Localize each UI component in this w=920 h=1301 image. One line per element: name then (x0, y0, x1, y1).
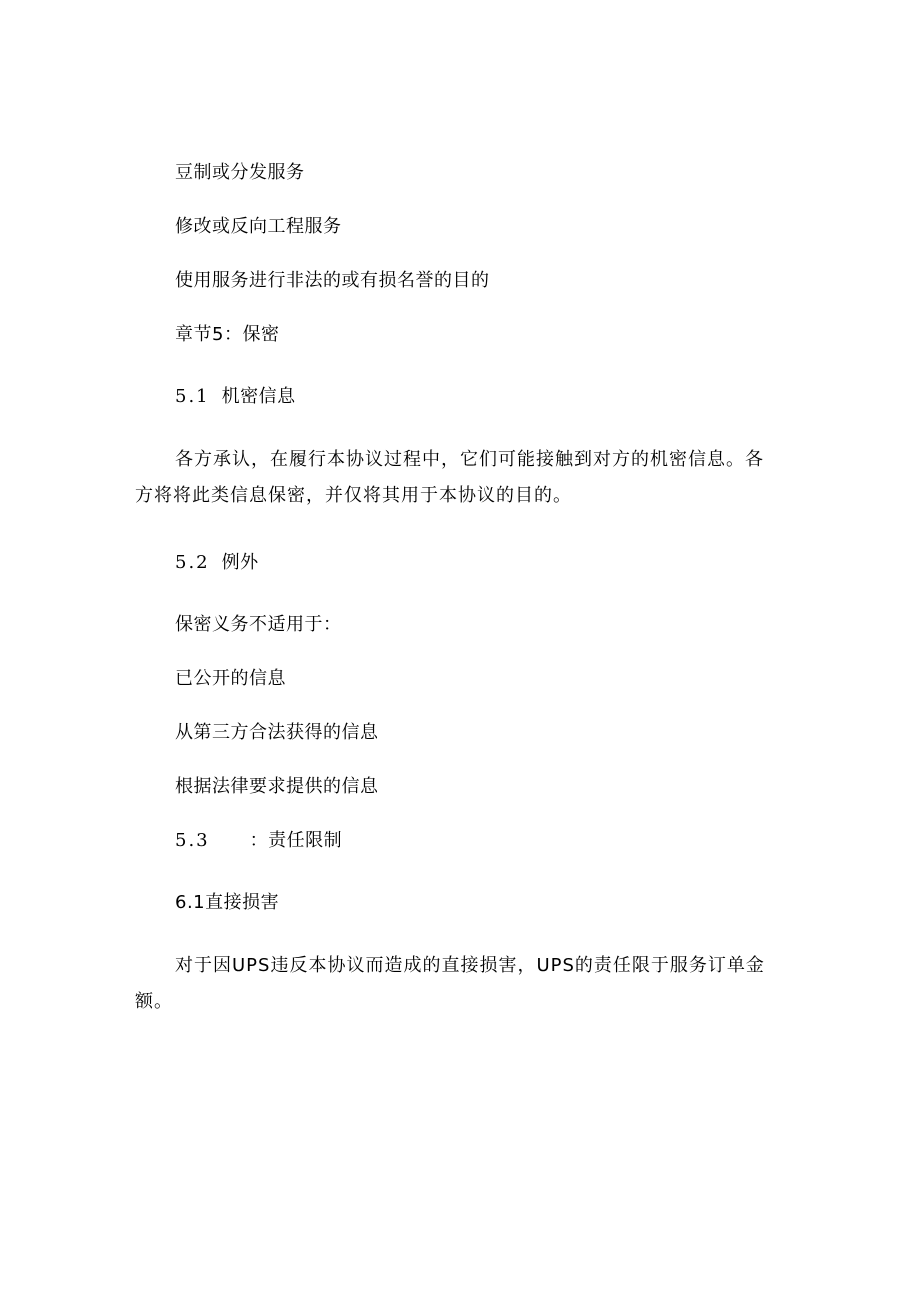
list-item: 豆制或分发服务 (175, 162, 305, 183)
section-title: 例外 (221, 552, 259, 573)
list-item: 根据法律要求提供的信息 (175, 776, 379, 797)
chapter-heading: 章节5：保密 (175, 324, 280, 345)
list-item: 从第三方合法获得的信息 (175, 722, 379, 743)
section-heading-6-1: 6.1直接损害 (175, 892, 280, 913)
list-item: 使用服务进行非法的或有损名誉的目的 (175, 270, 490, 291)
list-item: 已公开的信息 (175, 668, 286, 689)
section-title: ：责任限制 (249, 830, 343, 851)
section-number: 5.2 (175, 552, 210, 573)
paragraph: 对于因UPS违反本协议而造成的直接损害，UPS的责任限于服务订单金额。 (135, 955, 765, 1012)
section-number: 5.3 (175, 830, 210, 851)
list-item: 修改或反向工程服务 (175, 216, 342, 237)
paragraph-intro: 保密义务不适用于： (175, 614, 342, 635)
section-heading-5-2 (175, 550, 259, 576)
paragraph: 各方承认，在履行本协议过程中，它们可能接触到对方的机密信息。各方将将此类信息保密，并仅将其用于本协议的目的。 (135, 449, 764, 506)
section-title: 机密信息 (221, 386, 296, 407)
section-heading-5-1 (175, 384, 296, 410)
section-number: 5.1 (175, 386, 210, 407)
section-heading-5-3 (175, 828, 342, 854)
